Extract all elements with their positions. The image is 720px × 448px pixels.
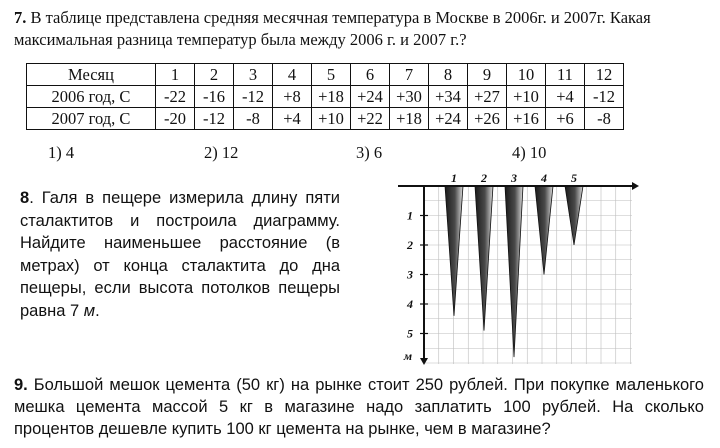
table-cell: 9	[468, 64, 507, 86]
task-8-unit: м	[83, 301, 96, 320]
table-cell: +26	[468, 108, 507, 130]
table-cell: +24	[429, 108, 468, 130]
stalactite-3	[505, 186, 523, 357]
table-cell: -20	[156, 108, 195, 130]
table-row	[27, 108, 624, 130]
y-axis-arrow	[420, 358, 428, 365]
table-cell: 2006 год, С	[27, 86, 156, 108]
table-cell: +30	[390, 86, 429, 108]
task-9-question	[14, 374, 704, 440]
answer-option-1: 1) 4	[48, 143, 75, 162]
y-tick-label: 3	[407, 267, 413, 282]
answer-option-4: 4) 10	[512, 143, 547, 162]
chart-cones	[445, 186, 583, 357]
task-8-end: .	[95, 301, 100, 320]
task-9-number: 9.	[14, 376, 28, 394]
y-axis-label: м	[403, 349, 413, 363]
table-cell: 5	[312, 64, 351, 86]
table-cell: 3	[234, 64, 273, 86]
table-cell: +10	[507, 86, 546, 108]
answer-option-2: 2) 12	[204, 143, 239, 162]
x-tick-label: 2	[481, 171, 487, 185]
table-cell: -8	[234, 108, 273, 130]
task-7-question	[14, 7, 694, 51]
table-cell: +34	[429, 86, 468, 108]
table-cell: 6	[351, 64, 390, 86]
x-tick-label: 1	[451, 171, 457, 185]
table-cell: -12	[585, 86, 624, 108]
table-cell: +18	[312, 86, 351, 108]
table-cell: 4	[273, 64, 312, 86]
task-8-question	[20, 187, 340, 322]
task-9-text: Большой мешок цемента (50 кг) на рынке стоит 250 рублей. При покупке маленького мешка цемента массой 5 кг в магазине надо заплатить 100 рублей. На сколько процентов дешевле купить 100 кг цемента на рынке, чем в магазине?	[14, 376, 704, 438]
table-row	[27, 86, 624, 108]
task-8-text: . Галя в пещере измерила длину пяти сталактитов и построила диаграмму. Найдите наименьшее расстояние (в метрах) от конца сталактита до дна пещеры, если высота потолков пещеры равна 7	[20, 189, 340, 320]
table-cell: +4	[273, 108, 312, 130]
stalactite-2	[475, 186, 493, 331]
x-tick-label: 3	[511, 171, 517, 185]
table-cell: -22	[156, 86, 195, 108]
table-cell: 11	[546, 64, 585, 86]
table-cell: +18	[390, 108, 429, 130]
table-cell: +8	[273, 86, 312, 108]
x-tick-label: 5	[571, 171, 577, 185]
table-cell: -12	[195, 108, 234, 130]
table-cell: 2007 год, С	[27, 108, 156, 130]
table-cell: +4	[546, 86, 585, 108]
answer-option-3: 3) 6	[356, 143, 383, 162]
y-tick-label: 4	[407, 297, 413, 311]
table-cell: +10	[312, 108, 351, 130]
table-cell: 2	[195, 64, 234, 86]
y-tick-label: 5	[407, 326, 413, 341]
table-cell: 8	[429, 64, 468, 86]
table-cell: Месяц	[27, 64, 156, 86]
x-tick-label: 4	[541, 171, 547, 185]
table-header-row	[27, 64, 624, 86]
x-axis-arrow	[632, 182, 639, 190]
task-8-number: 8	[20, 189, 30, 207]
table-cell: +16	[507, 108, 546, 130]
y-tick-label: 1	[407, 208, 413, 223]
table-cell: -8	[585, 108, 624, 130]
table-cell: 7	[390, 64, 429, 86]
table-cell: +24	[351, 86, 390, 108]
task-7-number: 7.	[14, 8, 27, 27]
stalactite-1	[445, 186, 463, 316]
table-cell: +27	[468, 86, 507, 108]
y-tick-label: 2	[407, 238, 413, 252]
table-cell: 12	[585, 64, 624, 86]
table-cell: +6	[546, 108, 585, 130]
table-cell: -12	[234, 86, 273, 108]
stalactite-chart	[390, 168, 640, 366]
table-cell: 10	[507, 64, 546, 86]
table-cell: +22	[351, 108, 390, 130]
temperature-table	[26, 63, 624, 130]
table-cell: 1	[156, 64, 195, 86]
task-7-text: В таблице представлена средняя месячная температура в Москве в 2006г. и 2007г. Какая максимальная разница температур была между 2006 г. и 2007 г.?	[14, 8, 651, 49]
table-cell: -16	[195, 86, 234, 108]
